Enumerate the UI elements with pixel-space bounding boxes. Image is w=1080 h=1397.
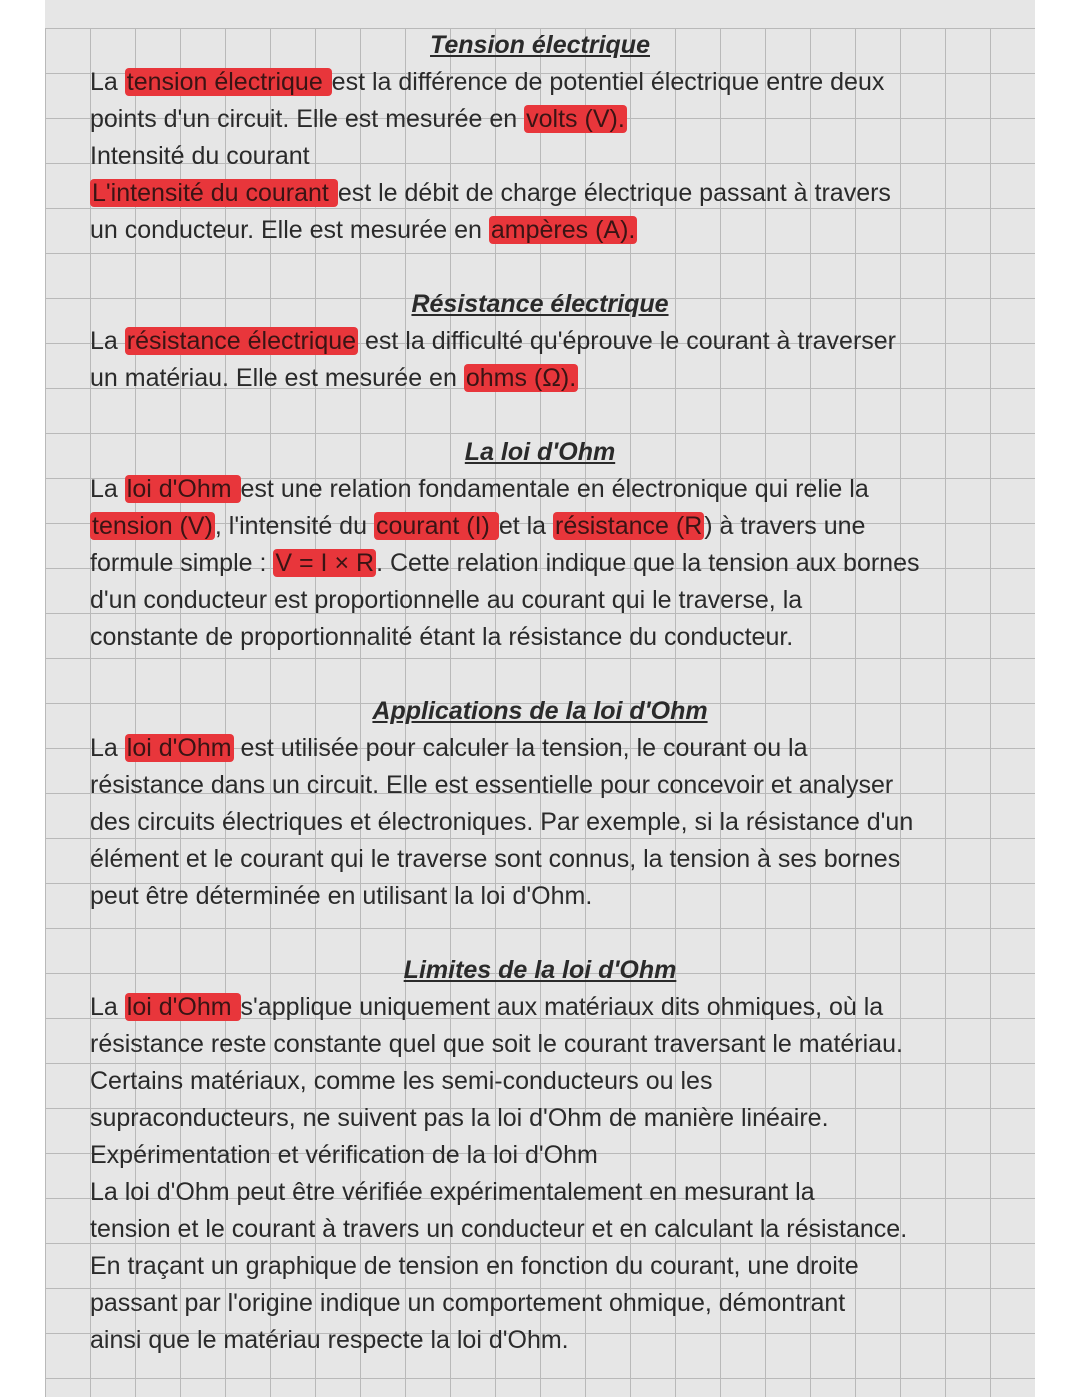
text-segment: La: [90, 993, 125, 1021]
text-line: [90, 767, 990, 804]
highlighted-term: loi d'Ohm: [126, 993, 239, 1021]
section-title: La loi d'Ohm: [464, 438, 616, 466]
text-segment: . Cette relation indique que la tension aux bornes: [376, 549, 920, 577]
text-segment: est une relation fondamentale en électronique qui relie la: [240, 475, 869, 503]
text-line: [90, 1100, 990, 1137]
text-segment: et la: [498, 512, 554, 540]
text-segment: élément et le courant qui le traverse sont connus, la tension à ses bornes: [90, 845, 901, 873]
text-line: [90, 989, 990, 1026]
text-segment: d'un conducteur est proportionnelle au courant qui le traverse, la: [90, 586, 803, 614]
text-segment: passant par l'origine indique un comportement ohmique, démontrant: [90, 1289, 846, 1317]
text-line: [90, 545, 990, 582]
text-line: [90, 1174, 990, 1211]
section-title: Résistance électrique: [411, 290, 669, 318]
text-segment: tension et le courant à travers un conducteur et en calculant la résistance.: [90, 1215, 908, 1243]
highlighted-term: L'intensité du courant: [92, 179, 336, 207]
text-segment: , l'intensité du: [214, 512, 374, 540]
text-segment: ) à travers une: [704, 512, 866, 540]
text-segment: La: [90, 327, 125, 355]
text-line: [90, 138, 990, 175]
paper-top-margin: [45, 0, 1035, 28]
text-segment: La: [90, 475, 125, 503]
text-line: [90, 1322, 990, 1359]
notes-content: [90, 27, 990, 1359]
text-line: [90, 1211, 990, 1248]
blank-line: [90, 656, 990, 693]
text-segment: supraconducteurs, ne suivent pas la loi d'Ohm de manière linéaire.: [90, 1104, 829, 1132]
text-line: [90, 1063, 990, 1100]
text-segment: La: [90, 68, 125, 96]
text-segment: Expérimentation et vérification de la loi d'Ohm: [90, 1141, 598, 1169]
text-segment: La loi d'Ohm peut être vérifiée expérimentalement en mesurant la: [90, 1178, 815, 1206]
text-segment: La: [90, 734, 125, 762]
text-line: [90, 323, 990, 360]
text-segment: En traçant un graphique de tension en fonction du courant, une droite: [90, 1252, 859, 1280]
highlighted-term: V = I × R: [275, 549, 375, 577]
section-title: Applications de la loi d'Ohm: [372, 697, 708, 725]
text-line: [90, 730, 990, 767]
text-line: [90, 64, 990, 101]
text-segment: peut être déterminée en utilisant la loi d'Ohm.: [90, 882, 593, 910]
text-segment: est utilisée pour calculer la tension, le courant ou la: [233, 734, 808, 762]
highlighted-term: tension électrique: [126, 68, 330, 96]
section: [90, 286, 990, 397]
highlighted-term: tension (V): [92, 512, 213, 540]
section: [90, 952, 990, 1359]
highlighted-term: loi d'Ohm: [126, 734, 232, 762]
highlighted-term: courant (I): [375, 512, 497, 540]
highlighted-term: résistance électrique: [126, 327, 357, 355]
text-segment: Intensité du courant: [90, 142, 310, 170]
text-segment: un matériau. Elle est mesurée en: [90, 364, 464, 392]
text-line: [90, 878, 990, 915]
text-segment: formule simple :: [90, 549, 274, 577]
text-segment: est la différence de potentiel électrique entre deux: [331, 68, 885, 96]
text-line: [90, 1248, 990, 1285]
text-segment: résistance dans un circuit. Elle est essentielle pour concevoir et analyser: [90, 771, 894, 799]
highlighted-term: ampères (A).: [490, 216, 636, 244]
section: [90, 693, 990, 915]
text-line: [90, 101, 990, 138]
text-line: [90, 841, 990, 878]
text-segment: des circuits électriques et électroniques. Par exemple, si la résistance d'un: [90, 808, 914, 836]
text-line: [90, 1285, 990, 1322]
blank-line: [90, 397, 990, 434]
text-segment: ainsi que le matériau respecte la loi d'Ohm.: [90, 1326, 569, 1354]
section-title: Limites de la loi d'Ohm: [403, 956, 677, 984]
text-segment: résistance reste constante quel que soit le courant traversant le matériau.: [90, 1030, 903, 1058]
text-line: [90, 175, 990, 212]
text-segment: est la difficulté qu'éprouve le courant à traverser: [358, 327, 897, 355]
text-line: [90, 804, 990, 841]
section: [90, 434, 990, 656]
section: [90, 27, 990, 249]
blank-line: [90, 915, 990, 952]
text-segment: un conducteur. Elle est mesurée en: [90, 216, 489, 244]
text-segment: s'applique uniquement aux matériaux dits ohmiques, où la: [240, 993, 884, 1021]
text-line: [90, 360, 990, 397]
text-segment: est le débit de charge électrique passant à travers: [337, 179, 891, 207]
text-line: [90, 619, 990, 656]
highlighted-term: résistance (R: [555, 512, 703, 540]
text-line: [90, 1026, 990, 1063]
text-segment: points d'un circuit. Elle est mesurée en: [90, 105, 525, 133]
blank-line: [90, 249, 990, 286]
text-line: [90, 1137, 990, 1174]
text-line: [90, 508, 990, 545]
highlighted-term: ohms (Ω).: [465, 364, 577, 392]
text-segment: constante de proportionnalité étant la résistance du conducteur.: [90, 623, 794, 651]
text-line: [90, 212, 990, 249]
text-line: [90, 582, 990, 619]
text-segment: Certains matériaux, comme les semi-conducteurs ou les: [90, 1067, 713, 1095]
section-title: Tension électrique: [430, 31, 650, 59]
highlighted-term: volts (V).: [526, 105, 625, 133]
highlighted-term: loi d'Ohm: [126, 475, 239, 503]
text-line: [90, 471, 990, 508]
